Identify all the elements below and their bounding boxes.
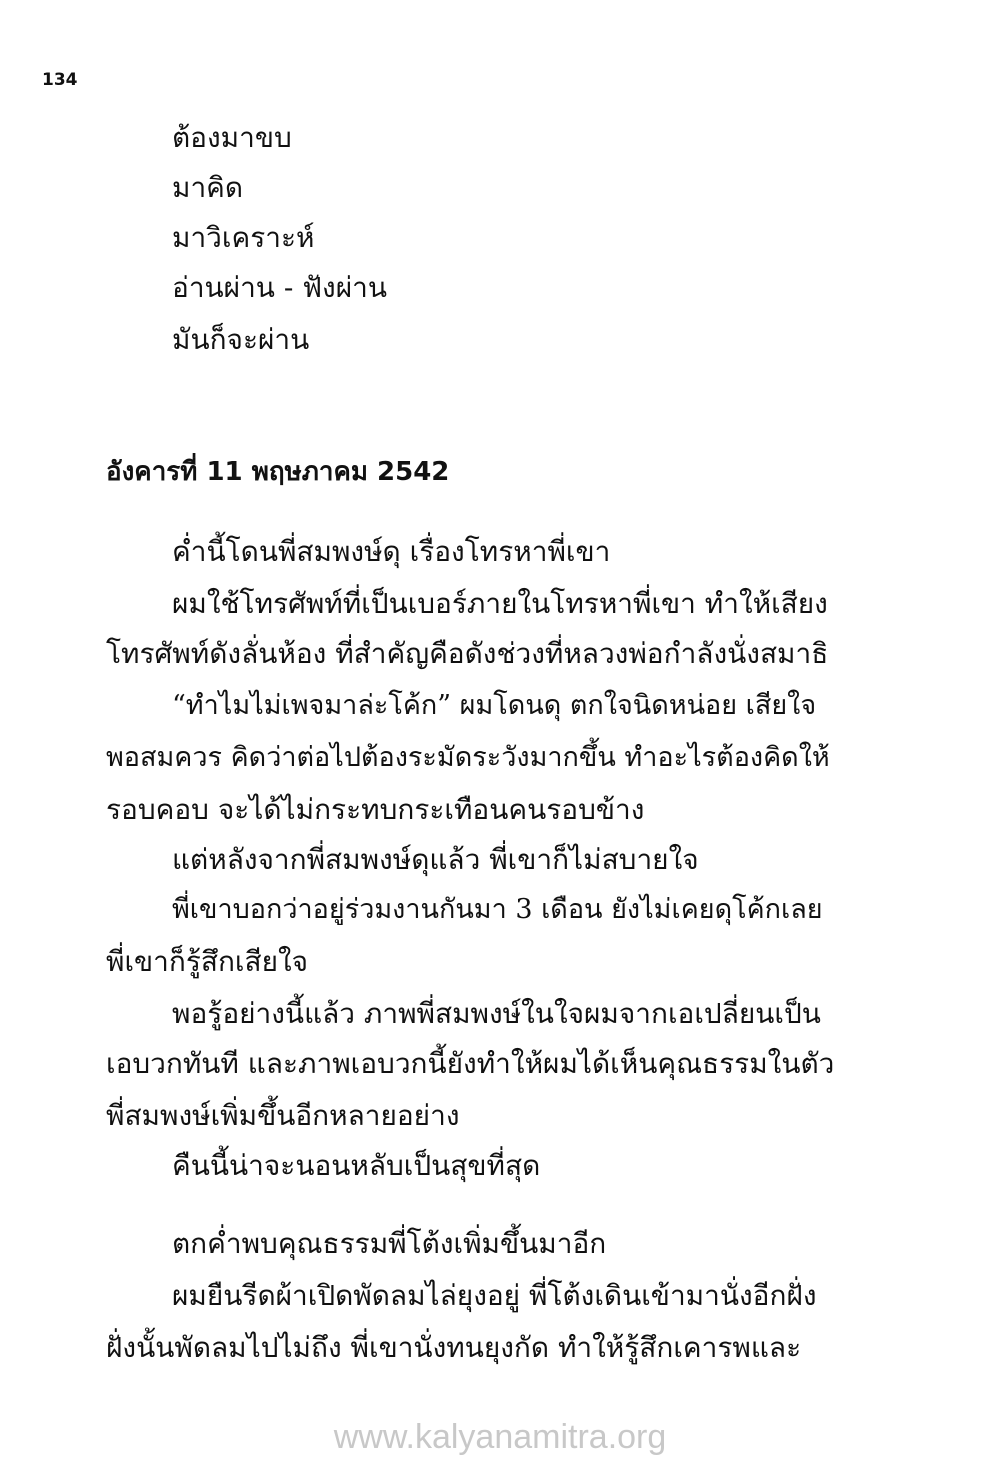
paragraph-line: แต่หลังจากพี่สมพงษ์ดุแล้ว พี่เขาก็ไม่สบายใจ <box>172 843 699 876</box>
verse-line: มาคิด <box>172 171 244 204</box>
paragraph-line: คืนนี้น่าจะนอนหลับเป็นสุขที่สุด <box>172 1149 541 1182</box>
page-number: 134 <box>42 70 78 90</box>
verse-line: มาวิเคราะห์ <box>172 221 315 254</box>
verse-line: อ่านผ่าน - ฟังผ่าน <box>172 271 387 304</box>
paragraph-line: เอบวกทันที และภาพเอบวกนี้ยังทำให้ผมได้เห็นคุณธรรมในตัว <box>106 1047 835 1080</box>
paragraph-line: รอบคอบ จะได้ไม่กระทบกระเทือนคนรอบข้าง <box>106 793 645 826</box>
paragraph-line: พี่เขาก็รู้สึกเสียใจ <box>106 945 309 978</box>
paragraph-line: พอสมควร คิดว่าต่อไปต้องระมัดระวังมากขึ้น ทำอะไรต้องคิดให้ <box>106 742 830 773</box>
verse-line: ต้องมาขบ <box>172 121 292 154</box>
verse-line: มันก็จะผ่าน <box>172 323 310 356</box>
paragraph-line: ฝั่งนั้นพัดลมไปไม่ถึง พี่เขานั่งทนยุงกัด ทำให้รู้สึกเคารพและ <box>106 1331 802 1364</box>
date-heading: อังคารที่ 11 พฤษภาคม 2542 <box>106 457 450 487</box>
paragraph-line: โทรศัพท์ดังลั่นห้อง ที่สำคัญคือดังช่วงที่หลวงพ่อกำลังนั่งสมาธิ <box>106 637 829 670</box>
paragraph-line: ผมยืนรีดผ้าเปิดพัดลมไล่ยุงอยู่ พี่โต้งเดินเข้ามานั่งอีกฝั่ง <box>172 1279 817 1312</box>
paragraph-line: พี่สมพงษ์เพิ่มขึ้นอีกหลายอย่าง <box>106 1099 460 1132</box>
paragraph-line: พอรู้อย่างนี้แล้ว ภาพพี่สมพงษ์ในใจผมจากเอเปลี่ยนเป็น <box>172 997 821 1030</box>
paragraph-line: พี่เขาบอกว่าอยู่ร่วมงานกันมา 3 เดือน ยังไม่เคยดุโค้กเลย <box>172 894 823 925</box>
paragraph-line: “ทำไมไม่เพจมาล่ะโค้ก” ผมโดนดุ ตกใจนิดหน่อย เสียใจ <box>172 690 817 721</box>
paragraph-line: ค่ำนี้โดนพี่สมพงษ์ดุ เรื่องโทรหาพี่เขา <box>172 535 611 568</box>
watermark-url: www.kalyanamitra.org <box>333 1418 667 1456</box>
paragraph-line: ตกค่ำพบคุณธรรมพี่โต้งเพิ่มขึ้นมาอีก <box>172 1227 607 1260</box>
paragraph-line: ผมใช้โทรศัพท์ที่เป็นเบอร์ภายในโทรหาพี่เขา ทำให้เสียง <box>172 587 828 620</box>
